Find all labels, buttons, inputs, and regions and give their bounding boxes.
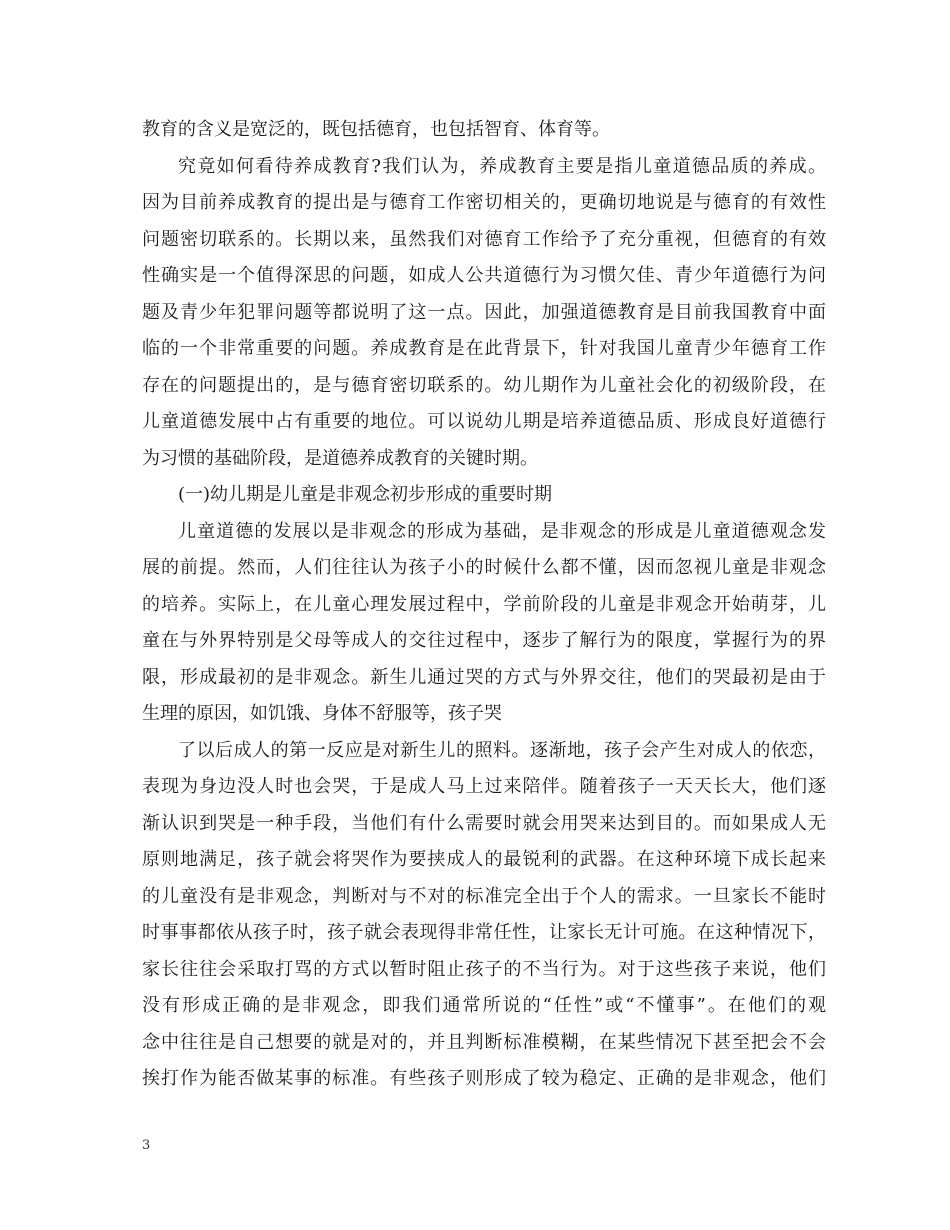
text-line: 时事事都依从孩子时，孩子就会表现得非常任性，让家长无计可施。在这种情况下，: [142, 922, 826, 943]
body-text: [142, 112, 826, 1098]
text-line: 生理的原因，如饥饿、身体不舒服等，孩子哭: [142, 703, 502, 724]
page-number: 3: [142, 1138, 151, 1153]
text-line: 教育的含义是宽泛的，既包括德育，也包括智育、体育等。: [142, 119, 610, 140]
text-line: 究竟如何看待养成教育?我们认为，养成教育主要是指儿童道德品质的养成。: [178, 155, 826, 177]
text-line: 为习惯的基础阶段，是道德养成教育的关键时期。: [142, 447, 538, 469]
text-line: 题及青少年犯罪问题等都说明了这一点。因此，加强道德教育是目前我国教育中面: [142, 301, 826, 323]
text-line: 表现为身边没人时也会哭，于是成人马上过来陪伴。随着孩子一天天长大，他们逐: [142, 776, 826, 797]
text-line: 原则地满足，孩子就会将哭作为要挟成人的最锐利的武器。在这种环境下成长起来: [142, 849, 826, 870]
text-line: 展的前提。然而，人们往往认为孩子小的时候什么都不懂，因而忽视儿童是非观念: [142, 557, 826, 578]
text-line: 念中往往是自己想要的就是对的，并且判断标准模糊，在某些情况下甚至把会不会: [142, 1031, 826, 1053]
text-line: 了以后成人的第一反应是对新生儿的照料。逐渐地，孩子会产生对成人的依恋，: [178, 739, 826, 761]
text-line: 儿童道德发展中占有重要的地位。可以说幼儿期是培养道德品质、形成良好道德行: [142, 411, 826, 432]
text-line: 问题密切联系的。长期以来，虽然我们对德育工作给予了充分重视，但德育的有效: [142, 228, 826, 250]
section-heading: (一)幼儿期是儿童是非观念初步形成的重要时期: [178, 484, 553, 505]
text-line: 挨打作为能否做某事的标准。有些孩子则形成了较为稳定、正确的是非观念，他们: [142, 1068, 826, 1089]
text-line: 存在的问题提出的，是与德育密切联系的。幼儿期作为儿童社会化的初级阶段，在: [142, 374, 826, 396]
text-line: 因为目前养成教育的提出是与德育工作密切相关的，更确切地说是与德育的有效性: [142, 192, 826, 213]
text-line: 的儿童没有是非观念，判断对与不对的标准完全出于个人的需求。一旦家长不能时: [142, 885, 826, 907]
text-line: 临的一个非常重要的问题。养成教育是在此背景下，针对我国儿童青少年德育工作: [142, 338, 826, 359]
text-line: 的培养。实际上，在儿童心理发展过程中，学前阶段的儿童是非观念开始萌芽，儿: [142, 593, 826, 615]
text-line: 渐认识到哭是一种手段，当他们有什么需要时就会用哭来达到目的。而如果成人无: [142, 812, 826, 834]
text-line: 没有形成正确的是非观念，即我们通常所说的“任性”或“不懂事”。在他们的观: [142, 995, 826, 1016]
text-line: 儿童道德的发展以是非观念的形成为基础，是非观念的形成是儿童道德观念发: [178, 520, 826, 542]
text-line: 家长往往会采取打骂的方式以暂时阻止孩子的不当行为。对于这些孩子来说，他们: [142, 958, 826, 980]
text-line: 童在与外界特别是父母等成人的交往过程中，逐步了解行为的限度，掌握行为的界: [142, 630, 826, 651]
text-line: 限，形成最初的是非观念。新生儿通过哭的方式与外界交往，他们的哭最初是由于: [142, 666, 826, 688]
text-line: 性确实是一个值得深思的问题，如成人公共道德行为习惯欠佳、青少年道德行为问: [142, 265, 826, 286]
